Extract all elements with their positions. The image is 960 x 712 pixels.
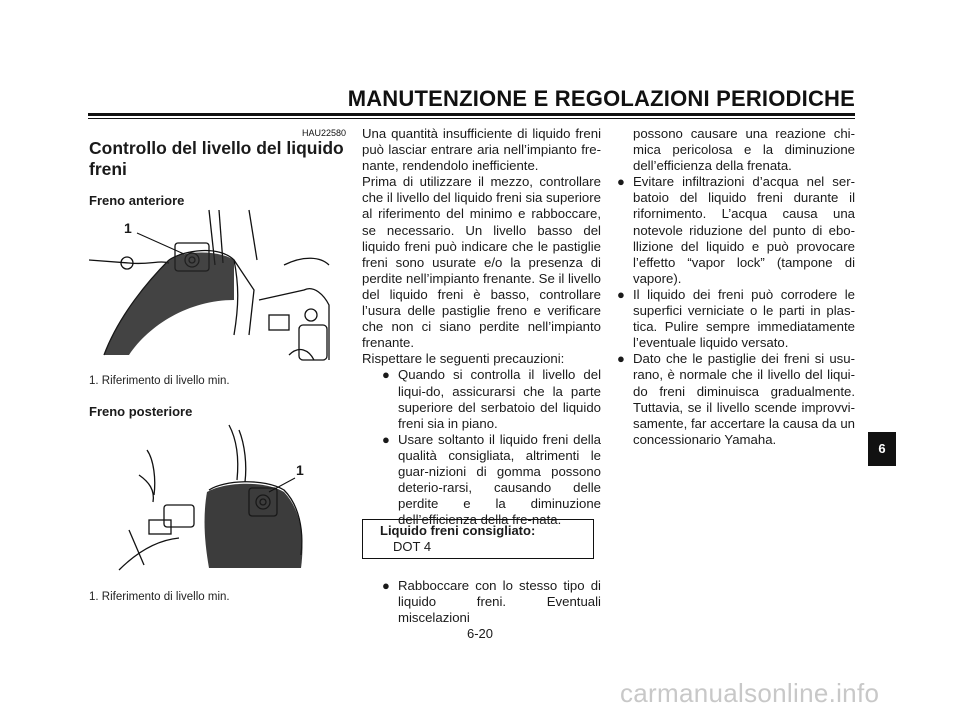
list-item-text: Evitare infiltrazioni d’acqua nel ser-batoio del liquido freni durante il rifornimento. L’acqua causa una notevole riduzione del punto di ebo-llizione del liquido e può provocare l’effetto “vapor lock” (tampone di vapore). xyxy=(633,174,855,286)
front-figure-caption: 1. Riferimento di livello min. xyxy=(89,375,230,387)
chapter-tab: 6 xyxy=(868,432,896,466)
paragraph: Rispettare le seguenti precauzioni: xyxy=(362,351,565,367)
section-title: Controllo del livello del liquido freni xyxy=(89,138,344,179)
list-item-text: Usare soltanto il liquido freni della qualità consigliata, altrimenti le guar-nizioni di gomma possono deterio-rarsi, causando delle perdite e la diminuzione dell’efficienza della fre-nata. xyxy=(398,431,601,528)
header-rule-thin xyxy=(88,118,855,119)
paragraph: Una quantità insufficiente di liquido freni può lasciar entrare aria nell’impianto fre-nante, rendendolo inefficiente. xyxy=(362,126,601,174)
paragraph: Prima di utilizzare il mezzo, controllare che il livello del liquido freni sia superiore al riferimento del minimo e rabboccare, se necessario. Un livello basso del liquido freni può indicare che le pastiglie freni sono usurate e/o la presenza di perdite nell’impianto frenante. Se il livello del liquido freni è basso, controllare l’usura delle pastiglie freno e verificare che non ci siano perdite nell’impianto frenante. xyxy=(362,174,601,351)
bullet-icon: ● xyxy=(617,174,625,190)
front-brake-heading: Freno anteriore xyxy=(89,193,185,208)
rear-callout-number: 1 xyxy=(296,462,304,478)
doc-code: HAU22580 xyxy=(301,128,346,138)
bullet-icon: ● xyxy=(382,367,390,383)
bullet-icon: ● xyxy=(617,286,625,302)
list-item xyxy=(380,367,601,431)
list-item xyxy=(615,351,855,448)
list-item xyxy=(615,287,855,351)
recommended-fluid-title: Liquido freni consigliato: xyxy=(380,523,536,538)
column-1-text xyxy=(362,126,601,528)
recommended-fluid-box xyxy=(362,519,594,559)
list-item xyxy=(615,174,855,287)
bullet-icon: ● xyxy=(382,578,390,593)
list-item-text: Il liquido dei freni può corrodere le superfici verniciate o le parti in plas-tica. Pulire sempre immediatamente l’eventuale liquido versato. xyxy=(633,286,855,351)
list-item xyxy=(380,432,601,529)
bullet-icon: ● xyxy=(617,351,625,367)
paragraph: possono causare una reazione chi-mica pericolosa e la diminuzione dell’efficienza della frenata. xyxy=(633,126,855,174)
column-2-text xyxy=(615,126,855,448)
page-number: 6-20 xyxy=(466,626,494,641)
rear-figure-caption: 1. Riferimento di livello min. xyxy=(89,591,230,603)
header-rule xyxy=(88,113,855,116)
list-item-text: Dato che le pastiglie dei freni si usu-rano, è normale che il livello del liqui-do freni diminuisca gradualmente. Tuttavia, se il livello scende improvvi-samente, far accertare la causa da un concessionario Yamaha. xyxy=(633,351,855,447)
page-header-title: MANUTENZIONE E REGOLAZIONI PERIODICHE xyxy=(347,86,855,111)
column-1-text-continued xyxy=(362,578,601,626)
list-item xyxy=(380,578,601,626)
watermark: carmanualsonline.info xyxy=(620,678,880,708)
rear-brake-reservoir-illustration xyxy=(89,420,347,583)
list-item-text: Quando si controlla il livello del liqui-do, assicurarsi che la parte superiore del serbatoio del liquido freni sia in piano. xyxy=(398,367,601,431)
bullet-icon: ● xyxy=(382,431,390,447)
list-item-text: Rabboccare con lo stesso tipo di liquido freni. Eventuali miscelazioni xyxy=(398,578,601,626)
recommended-fluid-value: DOT 4 xyxy=(393,539,432,554)
rear-brake-heading: Freno posteriore xyxy=(89,404,193,419)
front-callout-number: 1 xyxy=(124,220,132,236)
